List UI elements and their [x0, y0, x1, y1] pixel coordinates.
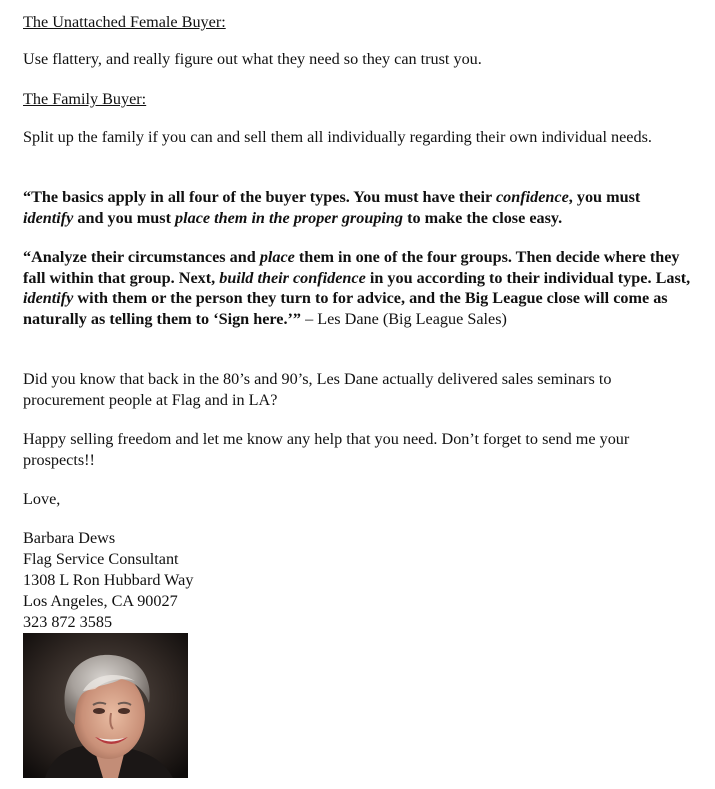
signature-address: 1308 L Ron Hubbard Way — [23, 571, 194, 589]
paragraph-happy-selling: Happy selling freedom and let me know any help that you need. Don’t forget to send me your prospects!! — [23, 430, 630, 469]
signature-block — [23, 528, 193, 633]
paragraph-female-buyer: Use flattery, and really figure out what they need so they can trust you. — [23, 50, 482, 68]
signature-city: Los Angeles, CA 90027 — [23, 592, 178, 610]
signature-name: Barbara Dews — [23, 529, 116, 547]
signature-phone: 323 872 3585 — [23, 613, 113, 631]
paragraph-analyze-quote: “Analyze their circumstances and place them in one of the four groups. Then decide where they fall within that group. Next, build their confidence in you according to their individual type. Last, identify with them or the person they turn to for advice, and the Big League close will come as naturally as telling them to ‘Sign here.’” – Les Dane (Big League Sales) — [23, 248, 691, 328]
paragraph-family-buyer: Split up the family if you can and sell them all individually regarding their own individual needs. — [23, 128, 652, 146]
heading-female-buyer: The Unattached Female Buyer: — [23, 13, 226, 31]
signature-title: Flag Service Consultant — [23, 550, 179, 568]
paragraph-basics-quote: “The basics apply in all four of the buyer types. You must have their confidence, you must identify and you must place them in the proper grouping to make the close easy. — [23, 188, 641, 227]
heading-family-buyer: The Family Buyer: — [23, 90, 147, 108]
closing-text: Love, — [23, 490, 61, 508]
paragraph-les-dane-seminars: Did you know that back in the 80’s and 90’s, Les Dane actually delivered sales seminars to procurement people at Flag and in LA? — [23, 370, 612, 409]
profile-photo — [23, 633, 188, 778]
